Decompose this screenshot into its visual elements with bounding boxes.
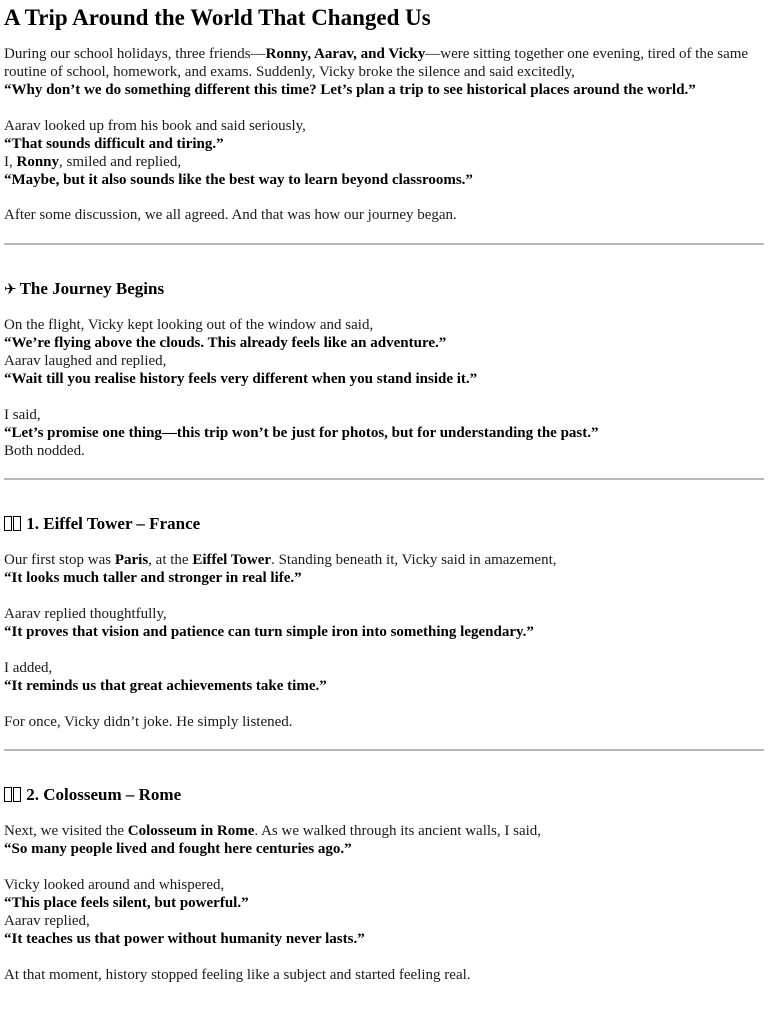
colosseum-paragraph-3: At that moment, history stopped feeling like a subject and started feeling real. [4,967,471,983]
intro-quote: “Why don’t we do something different this time? Let’s plan a trip to see historical places around the world.” [4,82,696,98]
colosseum-paragraph-2: Vicky looked around and whispered, “This place feels silent, but powerful.” Aarav replied, “It teaches us that power without humanity never lasts.” [4,876,764,948]
intro-text: During our school holidays, three friends— [4,46,266,62]
intro-text: —were sitting together one evening, tired of the same [425,46,749,62]
journey-quote: “Let’s promise one thing—this trip won’t be just for photos, but for understanding the past.” [4,425,599,441]
colosseum-paragraph-1: Next, we visited the Colosseum in Rome. As we walked through its ancient walls, I said, “So many people lived and fought here centuries ago.” [4,822,764,858]
name-ronny: Ronny [16,154,60,170]
intro-text: I, Ronny, smiled and replied, [4,154,182,170]
intro-quote: “That sounds difficult and tiring.” [4,136,224,152]
flag-italy-icon [4,785,22,804]
eiffel-paragraph-4: For once, Vicky didn’t joke. He simply listened. [4,714,293,730]
journey-quote: “Wait till you realise history feels very different when you stand inside it.” [4,371,478,387]
place-colosseum: Colosseum in Rome [127,823,255,839]
eiffel-quote: “It reminds us that great achievements take time.” [4,678,327,694]
eiffel-quote: “It looks much taller and stronger in real life.” [4,570,302,586]
section-heading-journey: ✈ The Journey Begins [4,279,165,298]
intro-text: routine of school, homework, and exams. Suddenly, Vicky broke the silence and said excitedly, [4,64,575,80]
intro-text: Aarav looked up from his book and said seriously, [4,118,306,134]
journey-paragraph-2: I said, “Let’s promise one thing—this trip won’t be just for photos, but for understanding the past.” Both nodded. [4,406,764,460]
divider [4,478,764,480]
place-eiffel-tower: Eiffel Tower [192,552,272,568]
eiffel-paragraph-1: Our first stop was Paris, at the Eiffel Tower. Standing beneath it, Vicky said in amazement, “It looks much taller and stronger in real life.” [4,551,764,587]
divider [4,243,764,245]
page-title: A Trip Around the World That Changed Us [4,5,431,30]
journey-paragraph-1: On the flight, Vicky kept looking out of the window and said, “We’re flying above the clouds. This already feels like an adventure.” Aarav laughed and replied, “Wait till you realise history feels very different when you stand inside it.” [4,316,764,388]
section-heading-colosseum: 2. Colosseum – Rome [4,784,764,806]
colosseum-quote: “So many people lived and fought here centuries ago.” [4,841,352,857]
place-paris: Paris [114,552,149,568]
section-heading-eiffel: 1. Eiffel Tower – France [4,513,764,535]
colosseum-quote: “It teaches us that power without humanity never lasts.” [4,931,365,947]
eiffel-paragraph-2: Aarav replied thoughtfully, “It proves that vision and patience can turn simple iron into something legendary.” [4,605,764,641]
divider [4,749,764,751]
intro-paragraph-1 [4,45,764,99]
intro-paragraph-2 [4,117,764,189]
intro-quote: “Maybe, but it also sounds like the best way to learn beyond classrooms.” [4,172,473,188]
intro-names: Ronny, Aarav, and Vicky [265,46,426,62]
flag-france-icon [4,514,22,533]
journey-quote: “We’re flying above the clouds. This already feels like an adventure.” [4,335,447,351]
eiffel-paragraph-3: I added, “It reminds us that great achievements take time.” [4,659,764,695]
colosseum-quote: “This place feels silent, but powerful.” [4,895,249,911]
eiffel-quote: “It proves that vision and patience can turn simple iron into something legendary.” [4,624,534,640]
airplane-icon: ✈ [4,280,17,298]
intro-paragraph-3: After some discussion, we all agreed. And that was how our journey began. [4,207,457,223]
